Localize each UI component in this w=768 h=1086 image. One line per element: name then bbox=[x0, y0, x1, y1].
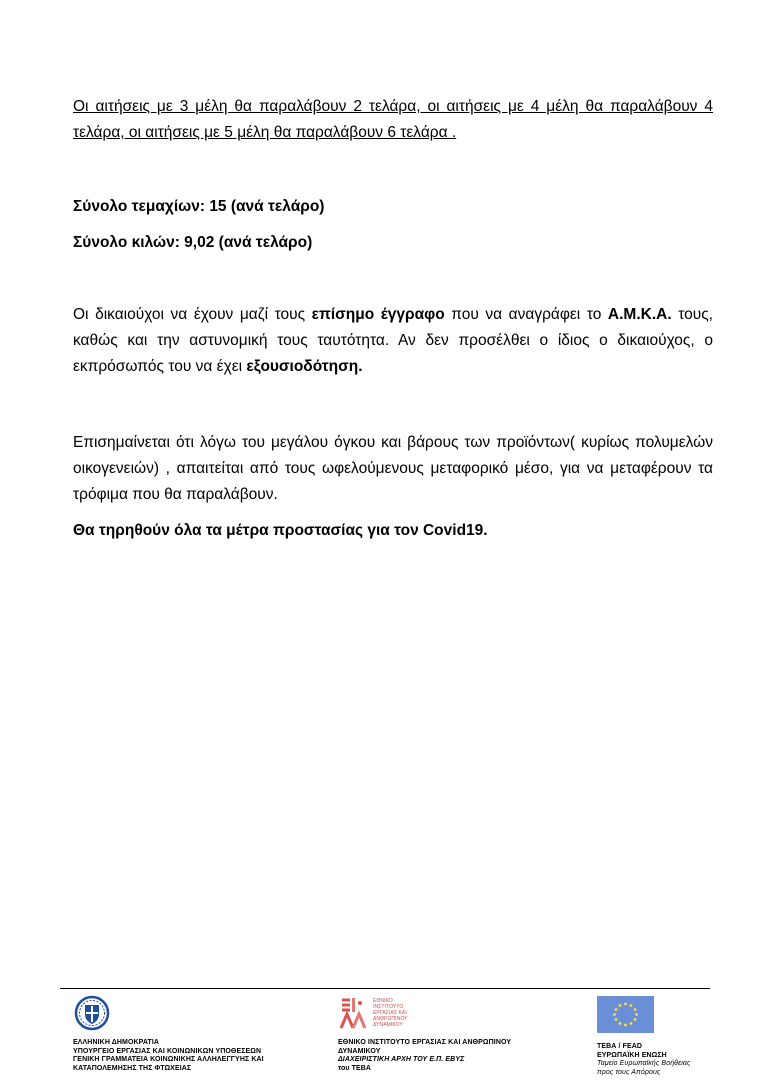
frame-allocation-paragraph: Οι αιτήσεις με 3 μέλη θα παραλάβουν 2 τελάρα, οι αιτήσεις με 4 μέλη θα παραλάβουν 4 τελάρα, οι αιτήσεις με 5 μέλη θα παραλάβουν 6 τελάρα . bbox=[73, 98, 713, 141]
total-weight-line: Σύνολο κιλών: 9,02 (ανά τελάρο) bbox=[73, 234, 313, 251]
footer-line: προς τους Απόρους bbox=[597, 1068, 661, 1076]
eu-flag-icon bbox=[597, 996, 654, 1033]
logo-line: ΕΡΓΑΣΙΑΣ ΚΑΙ bbox=[373, 1010, 407, 1016]
footer-line: ΥΠΟΥΡΓΕΙΟ ΕΡΓΑΣΙΑΣ ΚΑΙ ΚΟΙΝΩΝΙΚΩΝ ΥΠΟΘΕΣΕΩΝ bbox=[73, 1047, 262, 1055]
footer-line: ΓΕΝΙΚΗ ΓΡΑΜΜΑΤΕΙΑ ΚΟΙΝΩΝΙΚΗΣ ΑΛΛΗΛΕΓΓΥΗΣ ΚΑΙ bbox=[73, 1056, 264, 1063]
bold-run: επίσημο έγγραφο bbox=[311, 306, 445, 323]
footer-center-text bbox=[338, 1039, 511, 1073]
footer-line: ΕΘΝΙΚΟ ΙΝΣΤΙΤΟΥΤΟ ΕΡΓΑΣΙΑΣ ΚΑΙ ΑΝΘΡΩΠΙΝΟΥ bbox=[338, 1039, 512, 1046]
footer-line: ΚΑΤΑΠΟΛΕΜΗΣΗΣ ΤΗΣ ΦΤΩΧΕΙΑΣ bbox=[73, 1064, 192, 1072]
text-run: που να αναγράφει το bbox=[444, 306, 608, 323]
footer-line: ΕΛΛΗΝΙΚΗ ΔΗΜΟΚΡΑΤΙΑ bbox=[73, 1039, 160, 1046]
documents-paragraph bbox=[73, 302, 713, 380]
footer-line: ΔΙΑΧΕΙΡΙΣΤΙΚΗ ΑΡΧΗ ΤΟΥ Ε.Π. ΕΒΥΣ bbox=[338, 1056, 465, 1063]
footer-line: του ΤΕΒΑ bbox=[338, 1064, 372, 1072]
footer-line: Ταμείο Ευρωπαϊκής Βοήθειας bbox=[597, 1060, 691, 1067]
logo-line: ΕΘΝΙΚΟ bbox=[373, 998, 393, 1004]
footer-divider bbox=[60, 988, 710, 989]
footer-line: ΔΥΝΑΜΙΚΟΥ bbox=[338, 1047, 381, 1055]
covid-measures-line: Θα τηρηθούν όλα τα μέτρα προστασίας για τον Covid19. bbox=[73, 522, 488, 539]
text-run: τους, καθώς και την αστυνομική τους ταυτότητα. Αν δεν προσέλθει ο ίδιος ο δικαιούχος, ο εκπρόσωπός του να έχει bbox=[73, 306, 713, 375]
total-pieces-line: Σύνολο τεμαχίων: 15 (ανά τελάρο) bbox=[73, 198, 325, 215]
bold-run: εξουσιοδότηση. bbox=[246, 358, 363, 375]
logo-line: ΙΝΣΤΙΤΟΥΤΟ bbox=[373, 1004, 404, 1010]
footer-left-text bbox=[73, 1039, 264, 1073]
eiead-logo-icon bbox=[338, 996, 368, 1030]
greek-emblem-icon bbox=[74, 995, 110, 1031]
bold-run: Α.Μ.Κ.Α. bbox=[607, 306, 672, 323]
footer-line: ΕΥΡΩΠΑΪΚΗ ΕΝΩΣΗ bbox=[597, 1051, 667, 1059]
transport-paragraph: Επισημαίνεται ότι λόγω του μεγάλου όγκου και βάρους των προϊόντων( κυρίως πολυμελών οικογενειών) , απαιτείται από τους ωφελούμενους μεταφορικό μέσο, για να μεταφέρουν τα τρόφιμα που θα παραλάβουν. bbox=[73, 434, 713, 503]
logo-line: ΔΥΝΑΜΙΚΟΥ bbox=[373, 1022, 403, 1028]
footer-line: ΤΕΒΑ / FEAD bbox=[597, 1043, 643, 1050]
text-run: Οι δικαιούχοι να έχουν μαζί τους bbox=[73, 306, 312, 323]
logo-line: ΑΝΘΡΩΠΙΝΟΥ bbox=[373, 1016, 408, 1022]
eiead-logo-text bbox=[373, 998, 408, 1028]
footer-right-text bbox=[597, 1043, 691, 1077]
